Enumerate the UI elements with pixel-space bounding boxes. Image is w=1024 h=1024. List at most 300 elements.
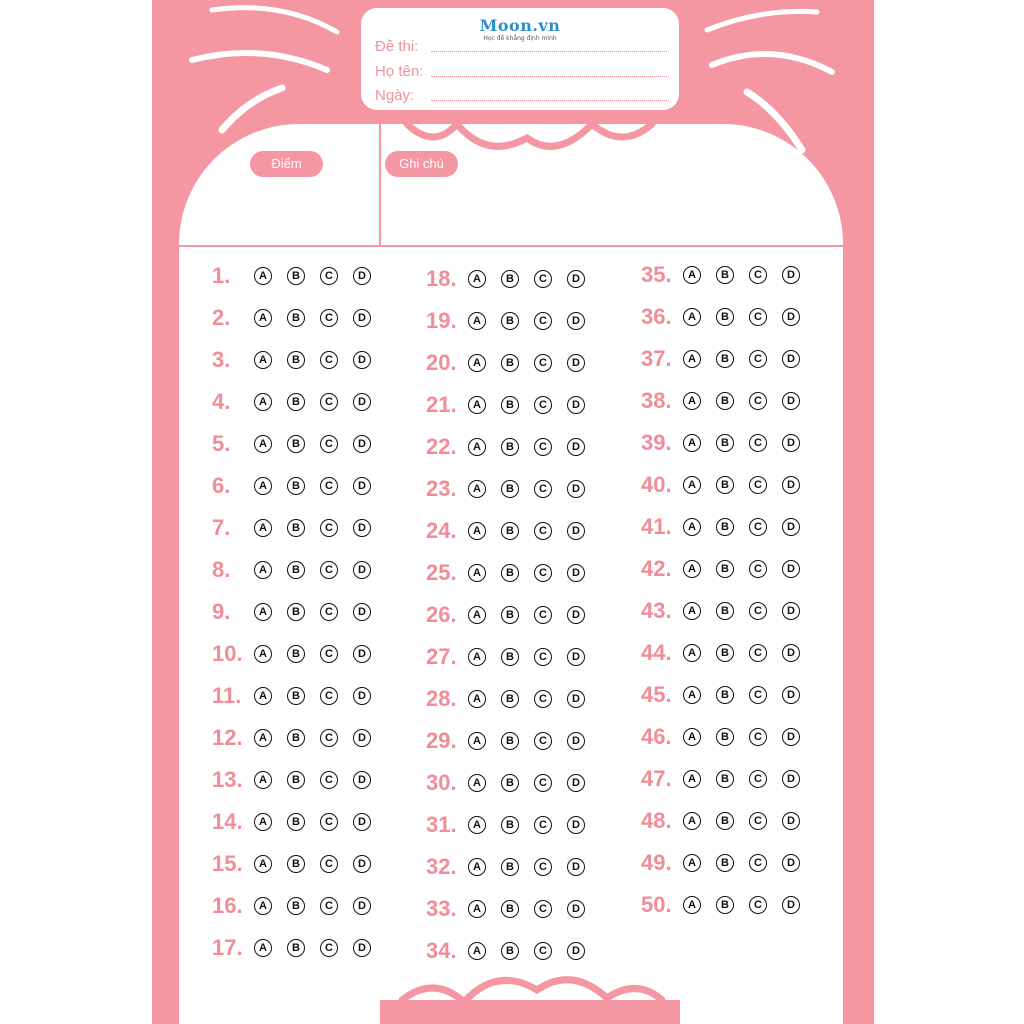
answer-bubble-d[interactable]: D: [353, 729, 371, 747]
divider-horizontal: [179, 245, 843, 247]
answer-bubble-c[interactable]: C: [749, 770, 767, 788]
answer-bubble-d[interactable]: D: [353, 267, 371, 285]
answer-bubble-c[interactable]: C: [749, 560, 767, 578]
answer-bubble-a[interactable]: A: [254, 351, 272, 369]
question-number: 32.: [426, 854, 457, 879]
answer-bubble-b[interactable]: B: [716, 350, 734, 368]
question-row: [426, 472, 600, 506]
question-number: 48.: [641, 808, 672, 833]
answer-bubble-a[interactable]: A: [683, 854, 701, 872]
answer-bubble-a[interactable]: A: [468, 732, 486, 750]
question-number: 11.: [212, 683, 242, 708]
question-row: [212, 427, 386, 461]
answer-bubble-a[interactable]: A: [468, 942, 486, 960]
answer-bubble-c[interactable]: C: [534, 900, 552, 918]
date-field[interactable]: [375, 87, 414, 107]
answer-bubble-a[interactable]: A: [254, 855, 272, 873]
question-row: [426, 556, 600, 590]
question-row: [426, 598, 600, 632]
question-row: [641, 804, 815, 838]
question-row: [641, 426, 815, 460]
date-field-label: Ngày:: [375, 87, 415, 104]
answer-bubble-b[interactable]: B: [716, 812, 734, 830]
answer-bubble-d[interactable]: D: [782, 644, 800, 662]
answer-bubble-d[interactable]: D: [353, 687, 371, 705]
answer-bubble-b[interactable]: B: [716, 602, 734, 620]
question-number: 16.: [212, 893, 243, 918]
answer-bubble-d[interactable]: D: [782, 896, 800, 914]
answer-bubble-d[interactable]: D: [567, 564, 585, 582]
answer-bubble-c[interactable]: C: [320, 687, 338, 705]
answer-bubble-d[interactable]: D: [782, 770, 800, 788]
question-number: 42.: [641, 556, 672, 581]
answer-bubble-b[interactable]: B: [287, 309, 305, 327]
answer-bubble-c[interactable]: C: [749, 896, 767, 914]
question-row: [212, 889, 386, 923]
answer-bubble-d[interactable]: D: [353, 855, 371, 873]
answer-bubble-d[interactable]: D: [782, 350, 800, 368]
answer-bubble-a[interactable]: A: [468, 438, 486, 456]
answer-bubble-a[interactable]: A: [683, 770, 701, 788]
question-row: [212, 469, 386, 503]
question-row: [212, 385, 386, 419]
answer-bubble-b[interactable]: B: [501, 942, 519, 960]
answer-bubble-a[interactable]: A: [683, 266, 701, 284]
question-row: [426, 934, 600, 968]
answer-bubble-d[interactable]: D: [353, 939, 371, 957]
answer-bubble-b[interactable]: B: [287, 897, 305, 915]
answer-bubble-c[interactable]: C: [749, 350, 767, 368]
question-row: [641, 678, 815, 712]
divider-vertical: [379, 124, 381, 246]
question-row: [426, 808, 600, 842]
answer-bubble-b[interactable]: B: [287, 519, 305, 537]
question-row: [212, 805, 386, 839]
question-number: 36.: [641, 304, 672, 329]
answer-bubble-d[interactable]: D: [353, 393, 371, 411]
question-row: [212, 343, 386, 377]
question-row: [426, 724, 600, 758]
answer-bubble-d[interactable]: D: [567, 858, 585, 876]
answer-bubble-c[interactable]: C: [534, 858, 552, 876]
answer-bubble-d[interactable]: D: [567, 900, 585, 918]
answer-bubble-a[interactable]: A: [683, 476, 701, 494]
answer-bubble-c[interactable]: C: [534, 270, 552, 288]
question-number: 43.: [641, 598, 672, 623]
answer-bubble-b[interactable]: B: [501, 354, 519, 372]
answer-bubble-b[interactable]: B: [501, 564, 519, 582]
answer-bubble-c[interactable]: C: [320, 393, 338, 411]
answer-bubble-c[interactable]: C: [320, 897, 338, 915]
question-number: 19.: [426, 308, 457, 333]
answer-bubble-a[interactable]: A: [683, 308, 701, 326]
answer-bubble-b[interactable]: B: [501, 690, 519, 708]
answer-bubble-c[interactable]: C: [749, 308, 767, 326]
answer-bubble-d[interactable]: D: [567, 606, 585, 624]
answer-bubble-b[interactable]: B: [501, 606, 519, 624]
answer-bubble-d[interactable]: D: [782, 686, 800, 704]
answer-bubble-d[interactable]: D: [353, 603, 371, 621]
answer-bubble-a[interactable]: A: [683, 644, 701, 662]
answer-bubble-a[interactable]: A: [683, 350, 701, 368]
answer-bubble-d[interactable]: D: [782, 476, 800, 494]
question-row: [641, 510, 815, 544]
answer-bubble-c[interactable]: C: [320, 729, 338, 747]
question-number: 18.: [426, 266, 457, 291]
answer-bubble-a[interactable]: A: [254, 477, 272, 495]
answer-bubble-a[interactable]: A: [254, 687, 272, 705]
answer-bubble-d[interactable]: D: [567, 942, 585, 960]
answer-bubble-a[interactable]: A: [254, 771, 272, 789]
answer-bubble-d[interactable]: D: [782, 266, 800, 284]
answer-bubble-b[interactable]: B: [501, 816, 519, 834]
question-number: 14.: [212, 809, 243, 834]
question-number: 38.: [641, 388, 672, 413]
answer-bubble-d[interactable]: D: [782, 728, 800, 746]
answer-bubble-b[interactable]: B: [501, 270, 519, 288]
exam-field[interactable]: [375, 38, 418, 58]
answer-bubble-c[interactable]: C: [534, 942, 552, 960]
question-number: 33.: [426, 896, 457, 921]
answer-bubble-a[interactable]: A: [254, 267, 272, 285]
answer-bubble-d[interactable]: D: [782, 518, 800, 536]
answer-bubble-c[interactable]: C: [534, 690, 552, 708]
answer-bubble-b[interactable]: B: [287, 603, 305, 621]
question-row: [641, 720, 815, 754]
answer-bubble-b[interactable]: B: [287, 687, 305, 705]
question-number: 6.: [212, 473, 231, 498]
answer-bubble-a[interactable]: A: [468, 564, 486, 582]
question-row: [641, 846, 815, 880]
answer-bubble-a[interactable]: A: [468, 354, 486, 372]
question-number: 10.: [212, 641, 243, 666]
question-number: 35.: [641, 262, 672, 287]
question-row: [641, 552, 815, 586]
answer-bubble-c[interactable]: C: [534, 522, 552, 540]
question-number: 8.: [212, 557, 231, 582]
answer-bubble-a[interactable]: A: [683, 812, 701, 830]
answer-bubble-a[interactable]: A: [254, 435, 272, 453]
question-number: 17.: [212, 935, 243, 960]
answer-bubble-b[interactable]: B: [501, 648, 519, 666]
answer-bubble-d[interactable]: D: [782, 812, 800, 830]
question-row: [212, 301, 386, 335]
answer-bubble-a[interactable]: A: [468, 900, 486, 918]
question-number: 9.: [212, 599, 231, 624]
answer-bubble-c[interactable]: C: [320, 603, 338, 621]
answer-bubble-b[interactable]: B: [287, 351, 305, 369]
answer-bubble-a[interactable]: A: [468, 270, 486, 288]
answer-bubble-b[interactable]: B: [716, 896, 734, 914]
answer-bubble-b[interactable]: B: [287, 813, 305, 831]
answer-bubble-b[interactable]: B: [716, 266, 734, 284]
answer-bubble-b[interactable]: B: [716, 770, 734, 788]
logo-tagline: Học để khẳng định mình: [483, 35, 557, 42]
answer-bubble-a[interactable]: A: [683, 896, 701, 914]
question-number: 46.: [641, 724, 672, 749]
answer-bubble-d[interactable]: D: [782, 434, 800, 452]
answer-bubble-c[interactable]: C: [534, 480, 552, 498]
question-number: 7.: [212, 515, 231, 540]
question-row: [426, 766, 600, 800]
answer-bubble-b[interactable]: B: [716, 686, 734, 704]
question-number: 27.: [426, 644, 457, 669]
answer-bubble-b[interactable]: B: [287, 729, 305, 747]
answer-bubble-b[interactable]: B: [287, 267, 305, 285]
question-row: [212, 595, 386, 629]
answer-bubble-d[interactable]: D: [353, 351, 371, 369]
dotted-line: [431, 76, 669, 77]
answer-bubble-b[interactable]: B: [716, 644, 734, 662]
answer-bubble-b[interactable]: B: [287, 771, 305, 789]
answer-bubble-c[interactable]: C: [749, 266, 767, 284]
answer-bubble-a[interactable]: A: [468, 396, 486, 414]
answer-bubble-d[interactable]: D: [353, 309, 371, 327]
question-row: [212, 931, 386, 965]
exam-field-label: Đề thi:: [375, 38, 419, 55]
answer-bubble-b[interactable]: B: [501, 480, 519, 498]
answer-bubble-c[interactable]: C: [534, 816, 552, 834]
answer-bubble-b[interactable]: B: [287, 435, 305, 453]
answer-bubble-a[interactable]: A: [468, 312, 486, 330]
answer-bubble-c[interactable]: C: [534, 564, 552, 582]
answer-bubble-d[interactable]: D: [567, 522, 585, 540]
answer-bubble-a[interactable]: A: [254, 729, 272, 747]
answer-bubble-c[interactable]: C: [749, 392, 767, 410]
question-row: [426, 892, 600, 926]
answer-bubble-b[interactable]: B: [501, 522, 519, 540]
answer-bubble-c[interactable]: C: [320, 645, 338, 663]
question-number: 3.: [212, 347, 231, 372]
answer-bubble-c[interactable]: C: [749, 644, 767, 662]
question-row: [426, 514, 600, 548]
answer-bubble-a[interactable]: A: [254, 939, 272, 957]
question-row: [212, 679, 386, 713]
answer-bubble-d[interactable]: D: [782, 602, 800, 620]
question-row: [641, 300, 815, 334]
answer-bubble-d[interactable]: D: [353, 477, 371, 495]
answer-bubble-b[interactable]: B: [501, 732, 519, 750]
name-field-label: Họ tên:: [375, 63, 424, 80]
answer-bubble-d[interactable]: D: [353, 561, 371, 579]
answer-bubble-b[interactable]: B: [287, 855, 305, 873]
answer-bubble-a[interactable]: A: [683, 728, 701, 746]
question-number: 47.: [641, 766, 672, 791]
question-row: [641, 636, 815, 670]
answer-bubble-b[interactable]: B: [501, 774, 519, 792]
question-number: 1.: [212, 263, 231, 288]
question-number: 25.: [426, 560, 457, 585]
answer-bubble-c[interactable]: C: [534, 438, 552, 456]
answer-bubble-c[interactable]: C: [320, 561, 338, 579]
question-number: 50.: [641, 892, 672, 917]
answer-bubble-b[interactable]: B: [716, 434, 734, 452]
answer-bubble-b[interactable]: B: [501, 900, 519, 918]
question-number: 12.: [212, 725, 243, 750]
question-number: 34.: [426, 938, 457, 963]
answer-bubble-c[interactable]: C: [749, 434, 767, 452]
answer-bubble-b[interactable]: B: [716, 476, 734, 494]
answer-bubble-c[interactable]: C: [320, 477, 338, 495]
answer-bubble-a[interactable]: A: [254, 561, 272, 579]
answer-bubble-d[interactable]: D: [353, 645, 371, 663]
answer-bubble-a[interactable]: A: [254, 519, 272, 537]
answer-bubble-a[interactable]: A: [254, 393, 272, 411]
question-number: 44.: [641, 640, 672, 665]
answer-bubble-d[interactable]: D: [782, 392, 800, 410]
answer-bubble-a[interactable]: A: [683, 560, 701, 578]
question-number: 4.: [212, 389, 231, 414]
header-card: [361, 8, 679, 110]
dotted-line: [431, 100, 669, 101]
answer-bubble-a[interactable]: A: [683, 518, 701, 536]
answer-bubble-c[interactable]: C: [320, 435, 338, 453]
question-row: [212, 511, 386, 545]
question-number: 5.: [212, 431, 231, 456]
answer-bubble-c[interactable]: C: [749, 602, 767, 620]
answer-bubble-a[interactable]: A: [468, 690, 486, 708]
answer-bubble-b[interactable]: B: [287, 561, 305, 579]
question-number: 40.: [641, 472, 672, 497]
answer-bubble-c[interactable]: C: [320, 855, 338, 873]
answer-bubble-d[interactable]: D: [567, 690, 585, 708]
answer-bubble-c[interactable]: C: [534, 606, 552, 624]
question-number: 23.: [426, 476, 457, 501]
answer-bubble-b[interactable]: B: [287, 477, 305, 495]
question-row: [641, 384, 815, 418]
question-row: [426, 640, 600, 674]
answer-bubble-a[interactable]: A: [683, 686, 701, 704]
answer-bubble-d[interactable]: D: [782, 560, 800, 578]
answer-bubble-c[interactable]: C: [749, 812, 767, 830]
answer-bubble-a[interactable]: A: [468, 480, 486, 498]
answer-bubble-c[interactable]: C: [320, 939, 338, 957]
question-row: [212, 847, 386, 881]
question-row: [641, 762, 815, 796]
answer-bubble-a[interactable]: A: [254, 813, 272, 831]
answer-bubble-c[interactable]: C: [320, 267, 338, 285]
answer-bubble-a[interactable]: A: [254, 645, 272, 663]
answer-bubble-c[interactable]: C: [749, 476, 767, 494]
answer-bubble-c[interactable]: C: [749, 686, 767, 704]
answer-bubble-c[interactable]: C: [534, 312, 552, 330]
answer-bubble-a[interactable]: A: [254, 309, 272, 327]
question-row: [212, 259, 386, 293]
answer-bubble-d[interactable]: D: [567, 312, 585, 330]
answer-bubble-d[interactable]: D: [567, 816, 585, 834]
question-number: 39.: [641, 430, 672, 455]
question-number: 41.: [641, 514, 672, 539]
answer-bubble-a[interactable]: A: [683, 392, 701, 410]
answer-bubble-d[interactable]: D: [782, 308, 800, 326]
answer-bubble-a[interactable]: A: [468, 816, 486, 834]
question-row: [212, 637, 386, 671]
answer-bubble-d[interactable]: D: [567, 354, 585, 372]
answer-bubble-b[interactable]: B: [716, 560, 734, 578]
question-row: [426, 430, 600, 464]
answer-bubble-b[interactable]: B: [501, 312, 519, 330]
question-row: [426, 346, 600, 380]
question-number: 13.: [212, 767, 243, 792]
answer-bubble-a[interactable]: A: [683, 602, 701, 620]
answer-bubble-c[interactable]: C: [534, 396, 552, 414]
answer-bubble-b[interactable]: B: [716, 308, 734, 326]
answer-bubble-c[interactable]: C: [320, 519, 338, 537]
answer-bubble-c[interactable]: C: [320, 351, 338, 369]
answer-bubble-d[interactable]: D: [567, 396, 585, 414]
answer-bubble-b[interactable]: B: [287, 645, 305, 663]
question-row: [212, 553, 386, 587]
answer-bubble-b[interactable]: B: [287, 939, 305, 957]
answer-bubble-d[interactable]: D: [567, 648, 585, 666]
answer-bubble-d[interactable]: D: [353, 813, 371, 831]
question-row: [426, 682, 600, 716]
answer-bubble-d[interactable]: D: [353, 519, 371, 537]
answer-bubble-c[interactable]: C: [749, 728, 767, 746]
question-row: [426, 388, 600, 422]
question-number: 49.: [641, 850, 672, 875]
answer-bubble-a[interactable]: A: [254, 897, 272, 915]
answer-bubble-c[interactable]: C: [534, 732, 552, 750]
answer-bubble-d[interactable]: D: [567, 480, 585, 498]
note-label: Ghi chú: [385, 151, 458, 177]
answer-bubble-c[interactable]: C: [749, 854, 767, 872]
answer-bubble-c[interactable]: C: [534, 354, 552, 372]
answer-bubble-d[interactable]: D: [353, 771, 371, 789]
answer-bubble-a[interactable]: A: [468, 858, 486, 876]
question-row: [641, 342, 815, 376]
question-row: [426, 262, 600, 296]
answer-bubble-a[interactable]: A: [468, 522, 486, 540]
moon-logo: Moon.vn: [479, 16, 561, 35]
answer-bubble-b[interactable]: B: [501, 858, 519, 876]
answer-bubble-a[interactable]: A: [468, 648, 486, 666]
answer-bubble-c[interactable]: C: [320, 813, 338, 831]
answer-bubble-b[interactable]: B: [716, 854, 734, 872]
answer-bubble-d[interactable]: D: [567, 270, 585, 288]
answer-sheet: [152, 0, 874, 1024]
answer-bubble-c[interactable]: C: [534, 774, 552, 792]
dotted-line: [431, 51, 669, 52]
answer-bubble-a[interactable]: A: [468, 774, 486, 792]
question-number: 28.: [426, 686, 457, 711]
answer-bubble-b[interactable]: B: [501, 438, 519, 456]
question-row: [426, 850, 600, 884]
answer-bubble-d[interactable]: D: [353, 897, 371, 915]
answer-bubble-b[interactable]: B: [501, 396, 519, 414]
question-number: 2.: [212, 305, 231, 330]
answer-bubble-a[interactable]: A: [468, 606, 486, 624]
answer-bubble-d[interactable]: D: [567, 438, 585, 456]
answer-bubble-c[interactable]: C: [534, 648, 552, 666]
question-row: [426, 304, 600, 338]
answer-bubble-c[interactable]: C: [320, 309, 338, 327]
name-field[interactable]: [375, 63, 423, 83]
answer-bubble-c[interactable]: C: [320, 771, 338, 789]
answer-bubble-c[interactable]: C: [749, 518, 767, 536]
answer-bubble-d[interactable]: D: [567, 732, 585, 750]
answer-bubble-b[interactable]: B: [716, 728, 734, 746]
question-number: 31.: [426, 812, 457, 837]
answer-bubble-b[interactable]: B: [716, 518, 734, 536]
answer-bubble-b[interactable]: B: [287, 393, 305, 411]
answer-bubble-d[interactable]: D: [353, 435, 371, 453]
answer-bubble-b[interactable]: B: [716, 392, 734, 410]
answer-bubble-a[interactable]: A: [683, 434, 701, 452]
answer-bubble-a[interactable]: A: [254, 603, 272, 621]
answer-bubble-d[interactable]: D: [782, 854, 800, 872]
answer-bubble-d[interactable]: D: [567, 774, 585, 792]
